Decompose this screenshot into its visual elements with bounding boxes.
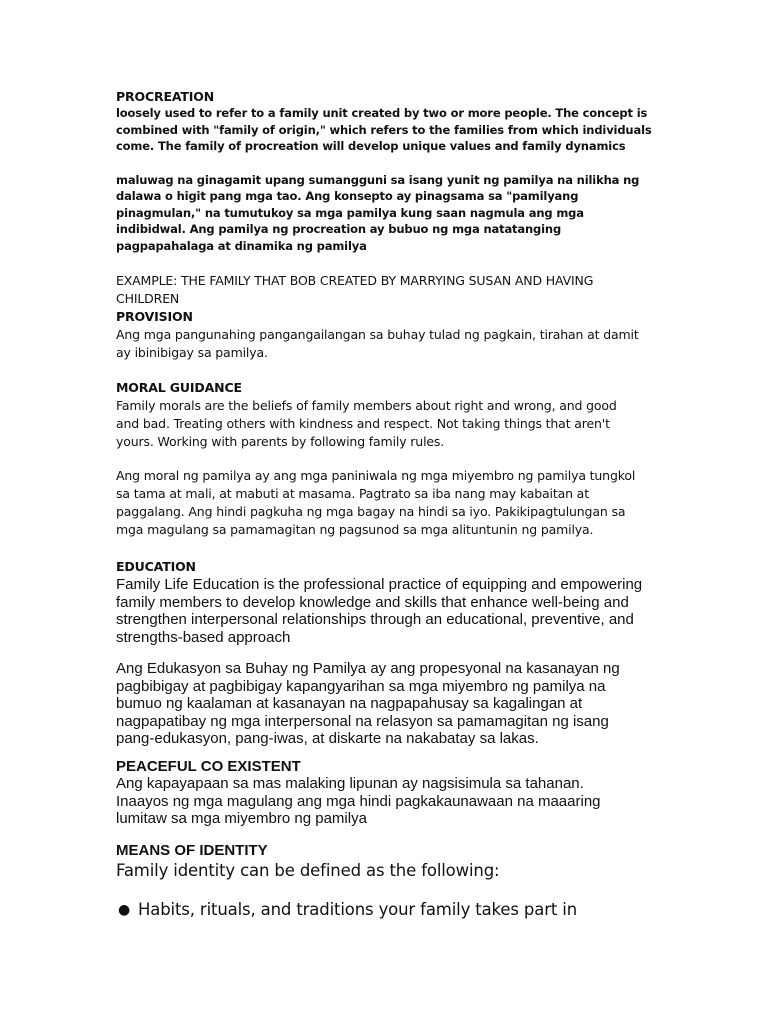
list-item-text: Habits, rituals, and traditions your family takes part in [138, 900, 577, 919]
identity-list [116, 899, 656, 921]
paragraph-filipino: Ang kapayapaan sa mas malaking lipunan ay nagsisimula sa tahanan. Inaayos ng mga magulang ang mga hindi pagkakaunawaan na maaaring lumitaw sa mga miyembro ng pamilya [116, 775, 601, 827]
section-heading: PEACEFUL CO EXISTENT [116, 758, 301, 775]
section-moral-guidance [116, 379, 656, 539]
paragraph-english: Family morals are the beliefs of family members about right and wrong, and good and bad. Treating others with kindness and respect. Not taking things that aren't yours. Working with parents by following family rules. [116, 398, 617, 449]
section-heading: EDUCATION [116, 559, 196, 574]
section-heading: MORAL GUIDANCE [116, 380, 242, 395]
example-text: EXAMPLE: THE FAMILY THAT BOB CREATED BY MARRYING SUSAN AND HAVING CHILDREN [116, 273, 594, 306]
section-means-of-identity [116, 842, 656, 921]
section-provision [116, 308, 656, 362]
paragraph-english: loosely used to refer to a family unit created by two or more people. The concept is combined with "family of origin," which refers to the families from which individuals come. The family of procreation will develop unique values and family dynamics [116, 106, 652, 153]
identity-intro: Family identity can be defined as the following: [116, 861, 500, 880]
bullet-icon: ● [118, 902, 131, 918]
paragraph-filipino: maluwag na ginagamit upang sumangguni sa isang yunit ng pamilya na nilikha ng dalawa o higit pang mga tao. Ang konsepto ay pinagsama sa "pamilyang pinagmulan," na tumutukoy sa mga pamilya kung saan nagmula ang mga indibidwal. Ang pamilya ng procreation ay bubuo ng mga natatanging pagpapahalaga at dinamika ng pamilya [116, 172, 640, 253]
paragraph-filipino: Ang mga pangunahing pangangailangan sa buhay tulad ng pagkain, tirahan at damit ay ibinibigay sa pamilya. [116, 327, 639, 360]
section-procreation [116, 88, 656, 308]
list-item [116, 899, 656, 921]
section-heading: MEANS OF IDENTITY [116, 842, 268, 859]
section-heading: PROCREATION [116, 89, 215, 104]
paragraph-filipino: Ang Edukasyon sa Buhay ng Pamilya ay ang propesyonal na kasanayan ng pagbibigay at pagbibigay kapangyarihan sa mga miyembro ng pamilya na bumuo ng kaalaman at kasanayan na nagpapahusay sa kagalingan at nagpapatibay ng mga interpersonal na relasyon sa pamamagitan ng isang pang-edukasyon, pang-iwas, at diskarte na nakabatay sa lakas. [116, 660, 620, 747]
section-heading: PROVISION [116, 309, 193, 324]
section-education [116, 558, 656, 748]
section-peaceful-co-existent [116, 758, 656, 828]
paragraph-english: Family Life Education is the professional practice of equipping and empowering family members to develop knowledge and skills that enhance well-being and strengthen interpersonal relationships through an educational, preventive, and strengths-based approach [116, 576, 643, 646]
paragraph-filipino: Ang moral ng pamilya ay ang mga paniniwala ng mga miyembro ng pamilya tungkol sa tama at mali, at mabuti at masama. Pagtrato sa iba nang may kabaitan at paggalang. Ang hindi pagkuha ng mga bagay na hindi sa iyo. Pakikipagtulungan sa mga magulang sa pamamagitan ng pagsunod sa mga alituntunin ng pamilya. [116, 468, 636, 537]
